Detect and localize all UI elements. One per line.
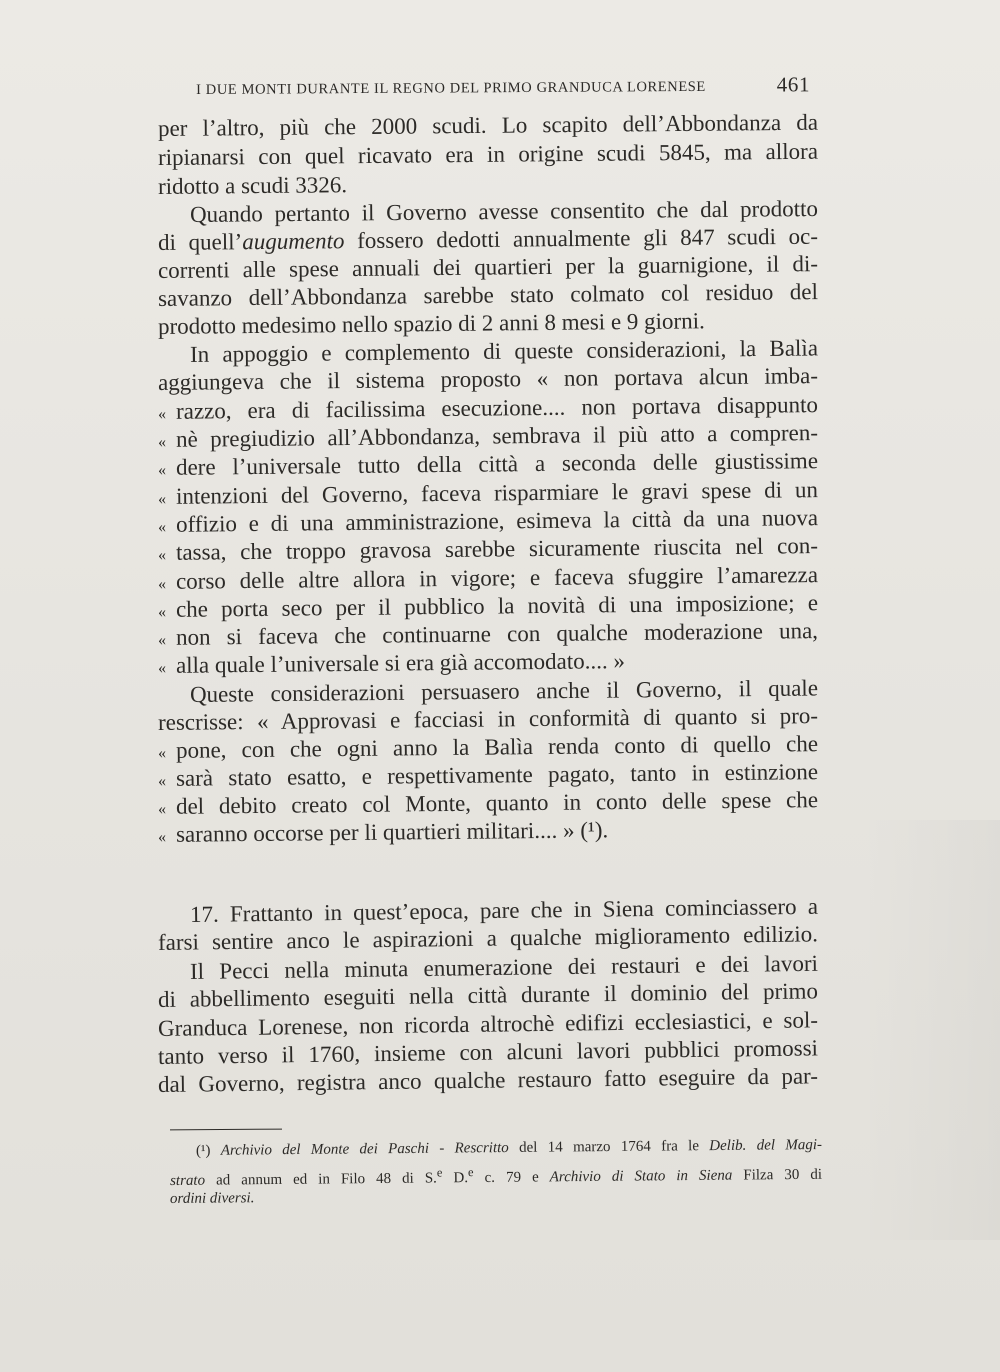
body-line: Queste considerazioni persuasero anche il Governo, il quale	[189, 675, 819, 707]
quote-mark: «	[157, 744, 167, 762]
quote-mark: «	[157, 828, 167, 846]
footnote-text: ad annum ed in Filo 48 di S.	[204, 1170, 437, 1189]
page-number: 461	[776, 72, 811, 97]
body-line: Granduca Lorenese, non ricorda altrochè edifizi ecclesiastici, e sol-	[157, 1007, 819, 1041]
footnote-superscript: e	[467, 1165, 474, 1180]
body-text: saranno occorse per li quartieri militari.... » (¹).	[175, 817, 609, 847]
body-line: rescrisse: « Approvasi e facciasi in conformità di quanto si pro-	[157, 703, 819, 735]
footnote-source: Archivio di Stato in Siena	[549, 1167, 733, 1186]
body-line: ripianarsi con quel ricavato era in origine scudi 5845, ma allora	[157, 138, 819, 170]
footnote-source: Delib. del Magi-	[709, 1136, 823, 1155]
quote-mark: «	[157, 575, 167, 593]
body-line: tanto verso il 1760, insieme con alcuni lavori pubblici promossi	[157, 1035, 819, 1069]
body-line: di abbellimento eseguiti nella città durante il dominio del primo	[157, 978, 819, 1012]
body-line: In appoggio e complemento di queste considerazioni, la Balìa	[189, 335, 819, 367]
body-line	[158, 813, 818, 850]
body-text: intenzioni del Governo, faceva risparmiare le gravi spese di un	[175, 477, 819, 509]
body-text: alla quale l’universale si era già accomodato.... »	[175, 648, 626, 678]
quote-mark: «	[157, 546, 167, 564]
quote-mark: «	[157, 603, 167, 621]
footnote-mark: (¹)	[195, 1142, 221, 1159]
section-number: 17.	[189, 901, 219, 927]
body-line: per l’altro, più che 2000 scudi. Lo scapito dell’Abbondanza da	[157, 109, 819, 141]
body-line: savanzo dell’Abbondanza sarebbe stato colmato col residuo del	[157, 279, 819, 311]
body-line: correnti alle spese annuali dei quartieri per la guarnigione, il di-	[157, 251, 819, 283]
body-line: farsi sentire anco le aspirazioni a qualche miglioramento edilizio.	[157, 921, 819, 955]
footnote-source: ordini diversi.	[169, 1190, 255, 1207]
quote-mark: «	[157, 405, 167, 423]
body-text: sarà stato esatto, e respettivamente pagato, tanto in estinzione	[175, 759, 819, 791]
body-line: Quando pertanto il Governo avesse consentito che dal prodotto	[189, 195, 819, 227]
body-text: di quell’	[157, 229, 243, 255]
footnote-source: Archivio del Monte dei Paschi - Rescritto	[220, 1139, 509, 1159]
footnote-rule	[170, 1129, 282, 1131]
body-text: corso delle altre allora in vigore; e faceva sfuggire l’amarezza	[175, 562, 819, 594]
footnote-text: D.	[442, 1170, 469, 1187]
footnote-text: c. 79 e	[473, 1169, 550, 1187]
body-line: prodotto medesimo nello spazio di 2 anni 8 mesi e 9 giorni.	[157, 308, 705, 339]
quote-mark: «	[157, 631, 167, 649]
body-line: aggiungeva che il sistema proposto « non portava alcun imba-	[157, 363, 819, 395]
footnote-text: del 14 marzo 1764 fra le	[508, 1138, 710, 1156]
body-text: del debito creato col Monte, quanto in conto delle spese che	[175, 787, 819, 819]
quote-mark: «	[157, 433, 167, 451]
quote-mark: «	[157, 659, 167, 677]
footnote-source: strato	[169, 1172, 206, 1189]
body-line: dal Governo, registra anco qualche restauro fatto eseguire da par-	[157, 1063, 819, 1097]
body-text: Frattanto in quest’epoca, pare che in Siena cominciassero a	[218, 893, 819, 927]
quote-mark: «	[157, 518, 167, 536]
body-text: pone, con che ogni anno la Balìa renda conto di quello che	[175, 731, 819, 763]
body-line: Il Pecci nella minuta enumerazione dei restauri e dei lavori	[189, 950, 819, 984]
running-title: I DUE MONTI DURANTE IL REGNO DEL PRIMO GRANDUCA LORENESE	[196, 78, 706, 98]
body-text: fossero dedotti annualmente gli 847 scudi oc-	[344, 223, 819, 254]
body-text: tassa, che troppo gravosa sarebbe sicuramente riuscita nel con-	[175, 533, 819, 565]
body-text: non si faceva che continuarne con qualche moderazione una,	[175, 618, 819, 650]
body-text: dere l’universale tutto della città a seconda delle giustissime	[175, 448, 819, 480]
italic-term: augumento	[242, 228, 345, 255]
body-line: ridotto a scudi 3326.	[157, 172, 348, 199]
body-text: che porta seco per il pubblico la novità di una imposizione; e	[175, 590, 819, 622]
body-text: razzo, era di facilissima esecuzione.... non portava disappunto	[175, 392, 819, 424]
body-text: offizio e di una amministrazione, esimeva la città da una nuova	[175, 505, 819, 537]
footnote-text: Filza 30 di	[732, 1166, 823, 1184]
page-shadow	[860, 820, 1000, 1240]
footnote-superscript: e	[436, 1165, 443, 1180]
running-header	[196, 72, 810, 104]
body-text: nè pregiudizio all’Abbondanza, sembrava il più atto a compren-	[175, 420, 819, 452]
quote-mark: «	[157, 772, 167, 790]
quote-mark: «	[157, 461, 167, 479]
quote-mark: «	[157, 800, 167, 818]
quote-mark: «	[157, 490, 167, 508]
